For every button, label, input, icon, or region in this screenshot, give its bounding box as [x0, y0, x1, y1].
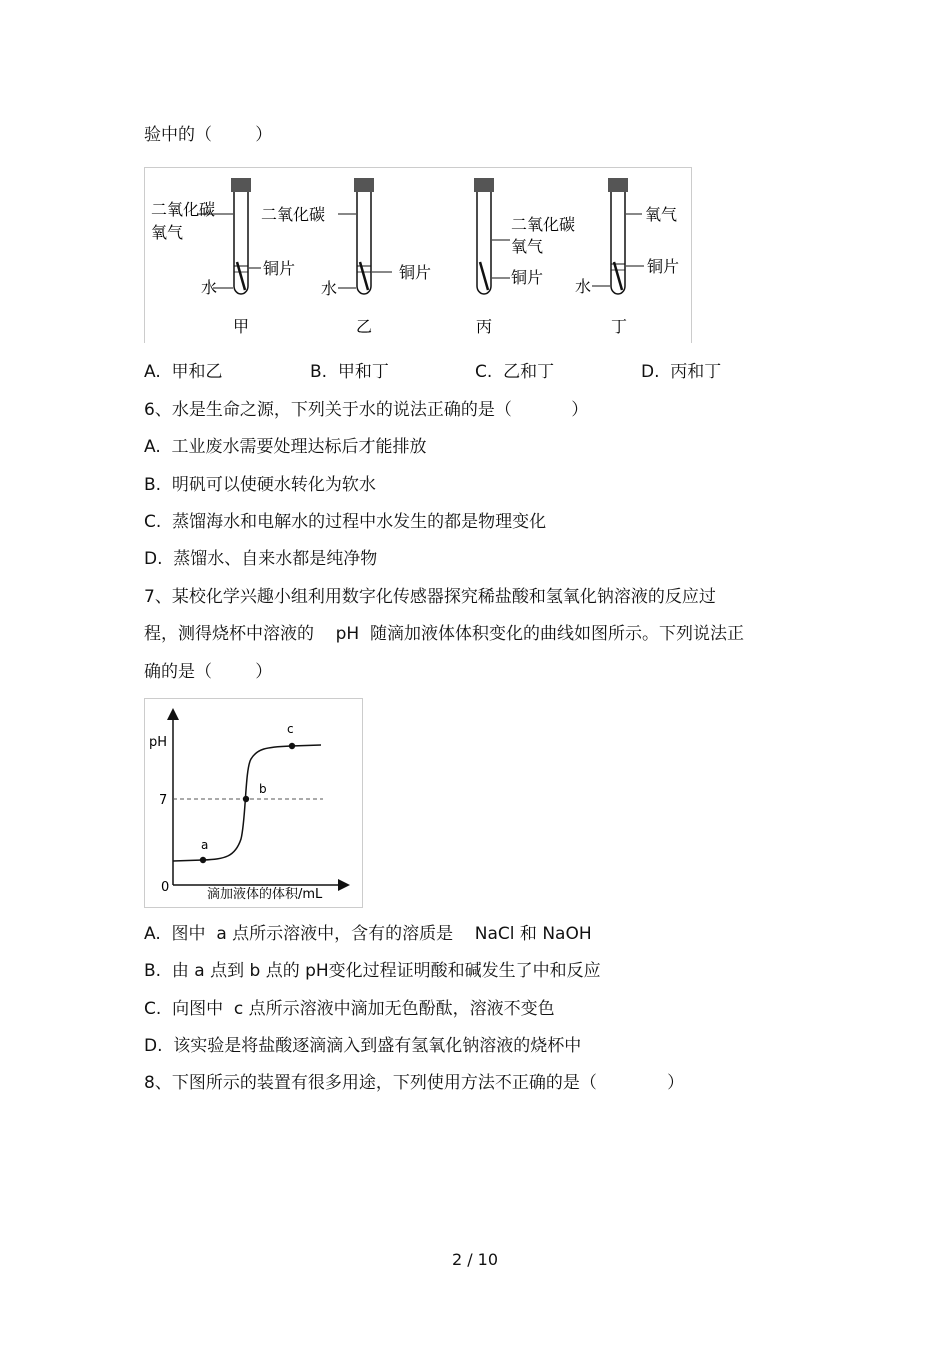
point-c [289, 743, 295, 749]
q8-stem: 8、下图所示的装置有很多用途，下列使用方法不正确的是（ ） [144, 1073, 685, 1093]
question-5-tail: 验中的（ ） [144, 125, 273, 145]
q7-option-c: C. 向图中 c 点所示溶液中滴加无色酚酞，溶液不变色 [144, 999, 555, 1019]
tube-jia-label-bottom: 氧气 [151, 223, 184, 242]
point-b-label: b [259, 782, 267, 796]
point-a-label: a [201, 838, 209, 852]
q5-option-a: A. 甲和乙 [144, 362, 223, 382]
tube-yi [338, 178, 392, 294]
tube-yi-name: 乙 [356, 317, 373, 336]
q6-option-c: C. 蒸馏海水和电解水的过程中水发生的都是物理变化 [144, 512, 547, 532]
q6-stem: 6、水是生命之源，下列关于水的说法正确的是（ ） [144, 400, 589, 420]
q7-option-d: D. 该实验是将盐酸逐滴滴入到盛有氢氧化钠溶液的烧杯中 [144, 1036, 582, 1056]
tube-bing-label-copper: 铜片 [511, 268, 544, 287]
page-number: 2 / 10 [451, 1250, 499, 1269]
point-b [243, 796, 249, 802]
tube-bing-label-bottom: 氧气 [511, 237, 544, 256]
tube-bing-name: 丙 [476, 317, 493, 336]
x-axis-label: 滴加液体的体积/mL [207, 887, 323, 902]
test-tube-diagram [145, 168, 691, 343]
q7-option-b: B. 由 a 点到 b 点的 pH变化过程证明酸和碱发生了中和反应 [144, 961, 601, 981]
q6-option-b: B. 明矾可以使硬水转化为软水 [144, 475, 376, 495]
tube-ding-label-top: 氧气 [645, 205, 678, 224]
ph7-label: 7 [159, 793, 168, 808]
tube-jia-label-water: 水 [201, 278, 218, 297]
point-a [200, 857, 206, 863]
q5-option-d: D. 丙和丁 [641, 362, 722, 382]
tube-bing [474, 178, 510, 294]
tube-yi-label-copper: 铜片 [399, 263, 432, 282]
tube-bing-label-top: 二氧化碳 [511, 215, 576, 234]
ph-chart-figure [144, 698, 363, 908]
tube-jia [197, 178, 261, 294]
tube-jia-label-copper: 铜片 [263, 259, 296, 278]
q7-stem-line2: 程，测得烧杯中溶液的 pH 随滴加液体体积变化的曲线如图所示。下列说法正 [144, 624, 744, 644]
q5-option-c: C. 乙和丁 [475, 362, 555, 382]
test-tube-figure [144, 167, 692, 343]
tube-yi-label-top: 二氧化碳 [261, 205, 326, 224]
tube-ding-name: 丁 [611, 317, 628, 336]
tube-jia-label-top: 二氧化碳 [151, 200, 216, 219]
tube-ding-label-copper: 铜片 [647, 257, 680, 276]
q6-option-d: D. 蒸馏水、自来水都是纯净物 [144, 549, 378, 569]
tube-yi-label-water: 水 [321, 279, 338, 298]
q7-option-a: A. 图中 a 点所示溶液中，含有的溶质是 NaCl 和 NaOH [144, 924, 592, 944]
q7-stem-line1: 7、某校化学兴趣小组利用数字化传感器探究稀盐酸和氢氧化钠溶液的反应过 [144, 587, 716, 607]
tube-jia-name: 甲 [233, 317, 250, 336]
origin-label: 0 [161, 880, 170, 895]
q7-stem-line3: 确的是（ ） [144, 662, 273, 682]
tube-ding-label-water: 水 [575, 277, 592, 296]
tube-ding [592, 178, 644, 294]
ph-chart [145, 699, 362, 907]
point-c-label: c [287, 722, 294, 736]
ph-curve [173, 745, 321, 861]
q5-option-b: B. 甲和丁 [310, 362, 389, 382]
q6-option-a: A. 工业废水需要处理达标后才能排放 [144, 437, 427, 457]
y-axis-label: pH [149, 735, 168, 750]
